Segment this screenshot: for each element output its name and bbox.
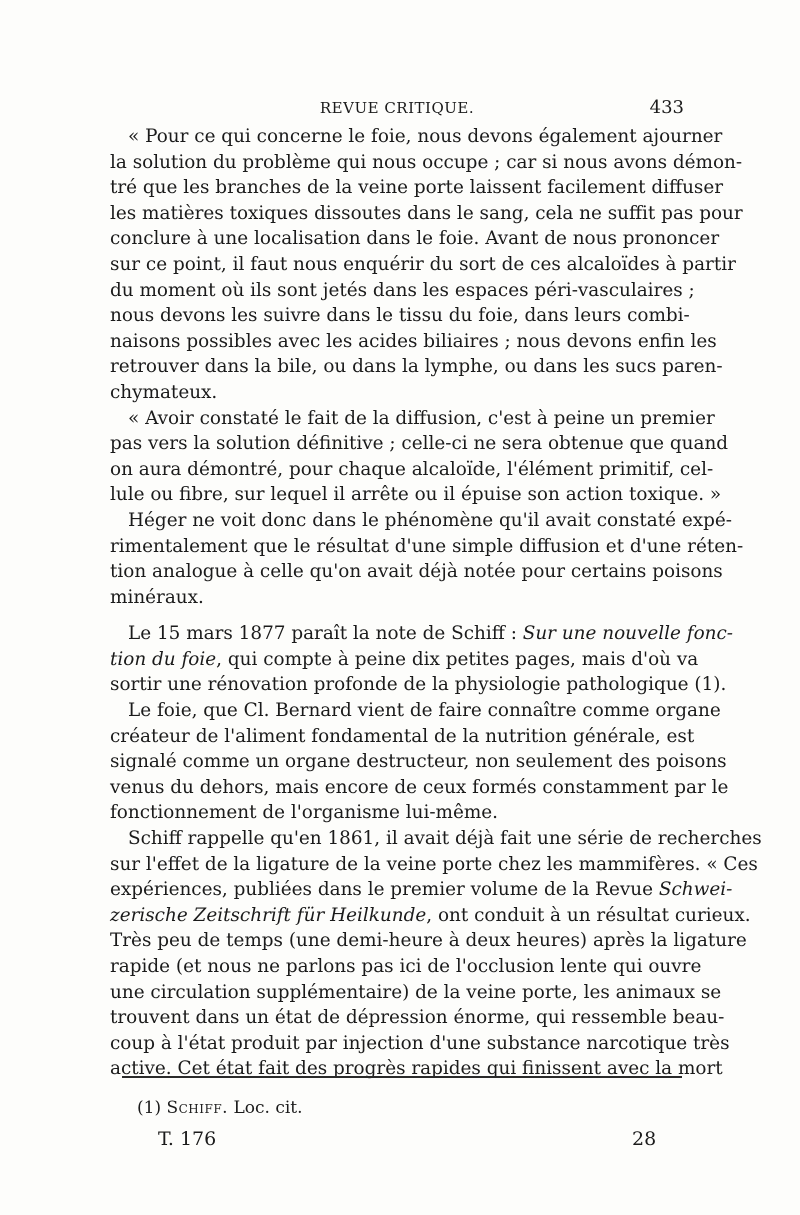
running-head [110,97,684,119]
footnote-rule [122,1076,682,1078]
text-line [110,903,751,929]
signature-number: 28 [632,1128,657,1150]
text-line: lule ou fibre, sur lequel il arrête ou il épuise son action toxique. » [110,484,722,506]
text-run: , qui compte à peine dix petites pages, mais d'où va [216,648,699,670]
page-number: 433 [649,97,684,118]
footnote-marker: (1) [137,1098,167,1118]
text-line: trouvent dans un état de dépression énorme, qui ressemble beau- [110,1007,725,1029]
journal-title: zerische Zeitschrift für Heilkunde [110,904,427,926]
text-line: rapide (et nous ne parlons pas ici de l'occlusion lente qui ouvre [110,956,702,977]
text-line: les matières toxiques dissoutes dans le sang, cela ne suffit pas pour [110,202,743,224]
article-title: Sur une nouvelle fonc- [522,623,733,645]
running-title: REVUE CRITIQUE. [319,99,475,117]
text-run: expériences, publiées dans le premier volume de la Revue [110,879,659,901]
text-line: « Pour ce qui concerne le foie, nous devons également ajourner [128,126,723,147]
text-line: une circulation supplémentaire) de la veine porte, les animaux se [110,981,722,1003]
text-line [110,877,733,903]
journal-title: Schwei- [658,879,733,901]
text-line: Schiff rappelle qu'en 1861, il avait déjà fait une série de recherches [128,828,762,850]
text-line: Le foie, que Cl. Bernard vient de faire connaître comme organe [128,700,721,722]
text-line: signalé comme un organe destructeur, non seulement des poisons [110,751,727,773]
text-line: nous devons les suivre dans le tissu du foie, dans leurs combi- [110,305,690,327]
text-line: venus du dehors, mais encore de ceux formés constamment par le [110,776,729,798]
text-line: sur ce point, il faut nous enquérir du sort de ces alcaloïdes à partir [110,253,736,275]
text-line: rimentalement que le résultat d'une simple diffusion et d'une réten- [110,535,744,557]
text-line: minéraux. [110,586,204,608]
text-line: « Avoir constaté le fait de la diffusion, c'est à peine un premier [128,407,715,429]
text-line: chymateux. [110,381,218,403]
footnote [137,1098,303,1118]
text-line: fonctionnement de l'organisme lui-même. [110,802,499,824]
text-line [110,647,699,673]
text-line: Héger ne voit donc dans le phénomène qu'il avait constaté expé- [128,509,732,531]
text-line: la solution du problème qui nous occupe ; car si nous avons démon- [110,151,743,173]
text-line: du moment où ils sont jetés dans les espaces péri-vasculaires ; [110,279,695,301]
text-line: active. Cet état fait des progrès rapides qui finissent avec la mort [110,1058,723,1080]
text-line [110,621,733,647]
body-text [110,124,762,1082]
article-title: tion du foie [110,648,217,670]
text-line: créateur de l'aliment fondamental de la nutrition générale, est [110,725,695,747]
footnote-text: Loc. cit. [228,1098,303,1118]
text-line: sortir une rénovation profonde de la physiologie pathologique (1). [110,674,727,696]
footnote-author: Schiff. [166,1098,229,1118]
text-line: pas vers la solution définitive ; celle-ci ne sera obtenue que quand [110,433,729,455]
section-gap [110,610,684,621]
text-line: Très peu de temps (une demi-heure à deux heures) après la ligature [110,930,747,952]
text-line: tré que les branches de la veine porte laissent facilement diffuser [110,177,724,199]
text-line: conclure à une localisation dans le foie. Avant de nous prononcer [110,228,720,250]
text-run: , ont conduit à un résultat curieux. [426,904,751,926]
text-line: sur l'effet de la ligature de la veine porte chez les mammifères. « Ces [110,853,758,875]
text-line: coup à l'état produit par injection d'une substance narcotique très [110,1032,730,1054]
text-line: on aura démontré, pour chaque alcaloïde, l'élément primitif, cel- [110,458,714,480]
text-line: retrouver dans la bile, ou dans la lymphe, ou dans les sucs paren- [110,356,723,378]
text-line: tion analogue à celle qu'on avait déjà notée pour certains poisons [110,561,723,583]
text-line: naisons possibles avec les acides biliaires ; nous devons enfin les [110,330,717,352]
text-run: Le 15 mars 1877 paraît la note de Schiff : [128,623,523,645]
signature-mark: T. 176 [158,1128,217,1150]
